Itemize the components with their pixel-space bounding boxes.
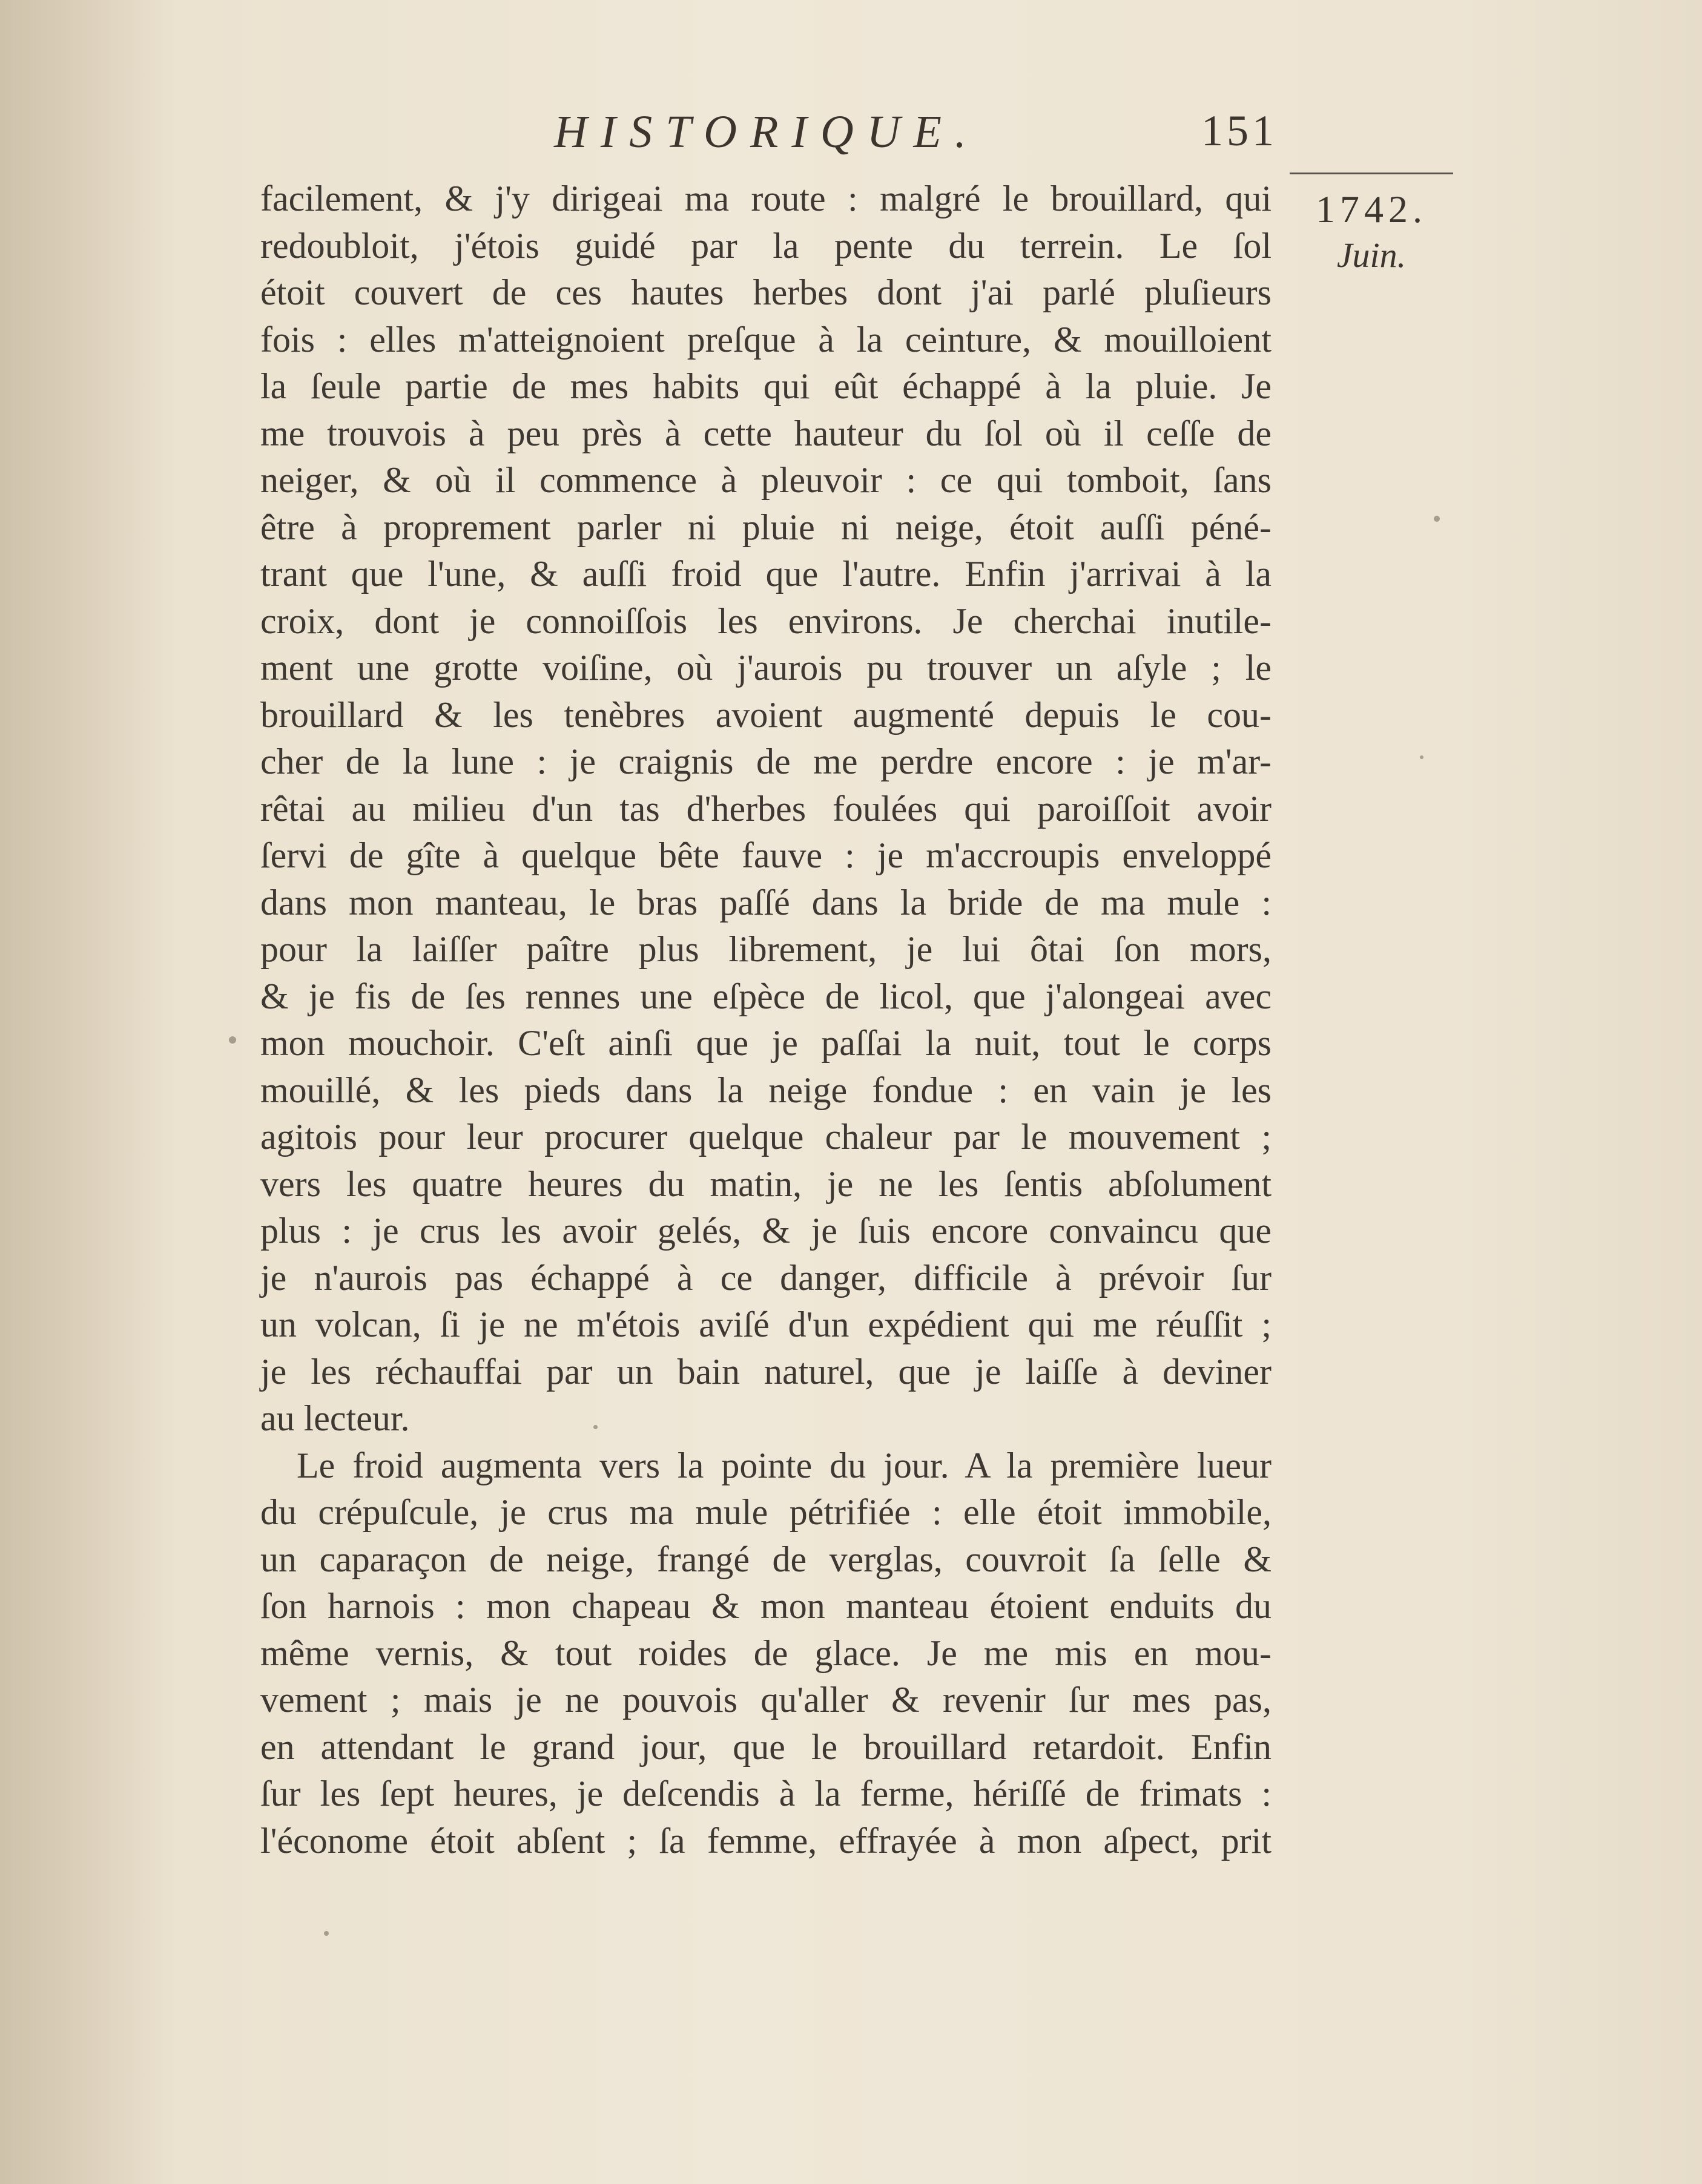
running-head bbox=[260, 106, 1290, 166]
text-line: étoit couvert de ces hautes herbes dont j'ai parlé pluſieurs bbox=[260, 272, 1272, 312]
margin-year: 1742. bbox=[1316, 188, 1427, 231]
body-text bbox=[260, 176, 1272, 1864]
text-line: vement ; mais je ne pouvois qu'aller & revenir ſur mes pas, bbox=[260, 1680, 1272, 1720]
text-line: vers les quatre heures du matin, je ne les ſentis abſolument bbox=[260, 1163, 1272, 1204]
text-line: pour la laiſſer paître plus librement, je lui ôtai ſon mors, bbox=[260, 929, 1272, 969]
text-line: me trouvois à peu près à cette hauteur du ſol où il ceſſe de bbox=[260, 413, 1272, 453]
margin-rule bbox=[1290, 173, 1453, 174]
text-line: mon mouchoir. C'eſt ainſi que je paſſai la nuit, tout le corps bbox=[260, 1023, 1272, 1063]
text-line: mouillé, & les pieds dans la neige fondue : en vain je les bbox=[260, 1070, 1272, 1110]
text-line: neiger, & où il commence à pleuvoir : ce qui tomboit, ſans bbox=[260, 460, 1272, 500]
text-line: en attendant le grand jour, que le brouillard retardoit. Enfin bbox=[260, 1726, 1272, 1767]
running-title: HISTORIQUE. bbox=[554, 107, 980, 157]
text-line: ſervi de gîte à quelque bête fauve : je m'accroupis enveloppé bbox=[260, 835, 1272, 875]
gutter-shadow bbox=[0, 0, 176, 2184]
page-number: 151 bbox=[1201, 107, 1278, 155]
text-line: & je fis de ſes rennes une eſpèce de licol, que j'alongeai avec bbox=[260, 976, 1272, 1016]
margin-month: Juin. bbox=[1336, 235, 1407, 275]
text-line: ſur les ſept heures, je deſcendis à la ferme, hériſſé de frimats : bbox=[260, 1774, 1272, 1814]
paper-speck bbox=[229, 1036, 236, 1044]
paper-speck bbox=[1420, 755, 1423, 759]
text-line: ment une grotte voiſine, où j'aurois pu trouver un aſyle ; le bbox=[260, 648, 1272, 688]
text-line: trant que l'une, & auſſi froid que l'autre. Enfin j'arrivai à la bbox=[260, 554, 1272, 594]
text-line: l'économe étoit abſent ; ſa femme, effrayée à mon aſpect, prit bbox=[260, 1820, 1272, 1861]
paper-speck bbox=[593, 1425, 598, 1429]
text-line: Le froid augmenta vers la pointe du jour. A la première lueur bbox=[297, 1445, 1272, 1485]
text-line: agitois pour leur procurer quelque chaleur par le mouvement ; bbox=[260, 1117, 1272, 1157]
margin-note bbox=[1299, 185, 1444, 277]
text-line: croix, dont je connoiſſois les environs. Je cherchai inutile- bbox=[260, 600, 1272, 641]
text-line: brouillard & les tenèbres avoient augmenté depuis le cou- bbox=[260, 694, 1272, 735]
text-line: du crépuſcule, je crus ma mule pétrifiée : elle étoit immobile, bbox=[260, 1492, 1272, 1532]
text-line: redoubloit, j'étois guidé par la pente du terrein. Le ſol bbox=[260, 225, 1272, 266]
text-line: je n'aurois pas échappé à ce danger, difficile à prévoir ſur bbox=[260, 1257, 1272, 1298]
text-line: être à proprement parler ni pluie ni neige, étoit auſſi péné- bbox=[260, 507, 1272, 547]
text-line: un caparaçon de neige, frangé de verglas, couvroit ſa ſelle & bbox=[260, 1539, 1272, 1579]
paper-speck bbox=[1434, 516, 1440, 522]
text-line: je les réchauffai par un bain naturel, que je laiſſe à deviner bbox=[260, 1351, 1272, 1392]
text-line: un volcan, ſi je ne m'étois aviſé d'un expédient qui me réuſſit ; bbox=[260, 1304, 1272, 1344]
text-line: cher de la lune : je craignis de me perdre encore : je m'ar- bbox=[260, 742, 1272, 781]
paragraph-1 bbox=[260, 176, 1272, 1442]
text-line: plus : je crus les avoir gelés, & je ſuis encore convaincu que bbox=[260, 1211, 1272, 1251]
text-line: même vernis, & tout roides de glace. Je me mis en mou- bbox=[260, 1633, 1272, 1673]
paragraph-2 bbox=[260, 1442, 1272, 1865]
text-line: dans mon manteau, le bras paſſé dans la bride de ma mule : bbox=[260, 882, 1272, 923]
text-line: facilement, & j'y dirigeai ma route : malgré le brouillard, qui bbox=[260, 179, 1272, 219]
text-line: rêtai au milieu d'un tas d'herbes foulées qui paroiſſoit avoir bbox=[260, 788, 1272, 829]
text-line: la ſeule partie de mes habits qui eût échappé à la pluie. Je bbox=[260, 366, 1272, 406]
text-line: au lecteur. bbox=[260, 1398, 410, 1438]
paper-speck bbox=[324, 1931, 329, 1936]
text-line: fois : elles m'atteignoient preſque à la ceinture, & mouilloient bbox=[260, 319, 1272, 360]
text-line: ſon harnois : mon chapeau & mon manteau étoient enduits du bbox=[260, 1586, 1272, 1626]
